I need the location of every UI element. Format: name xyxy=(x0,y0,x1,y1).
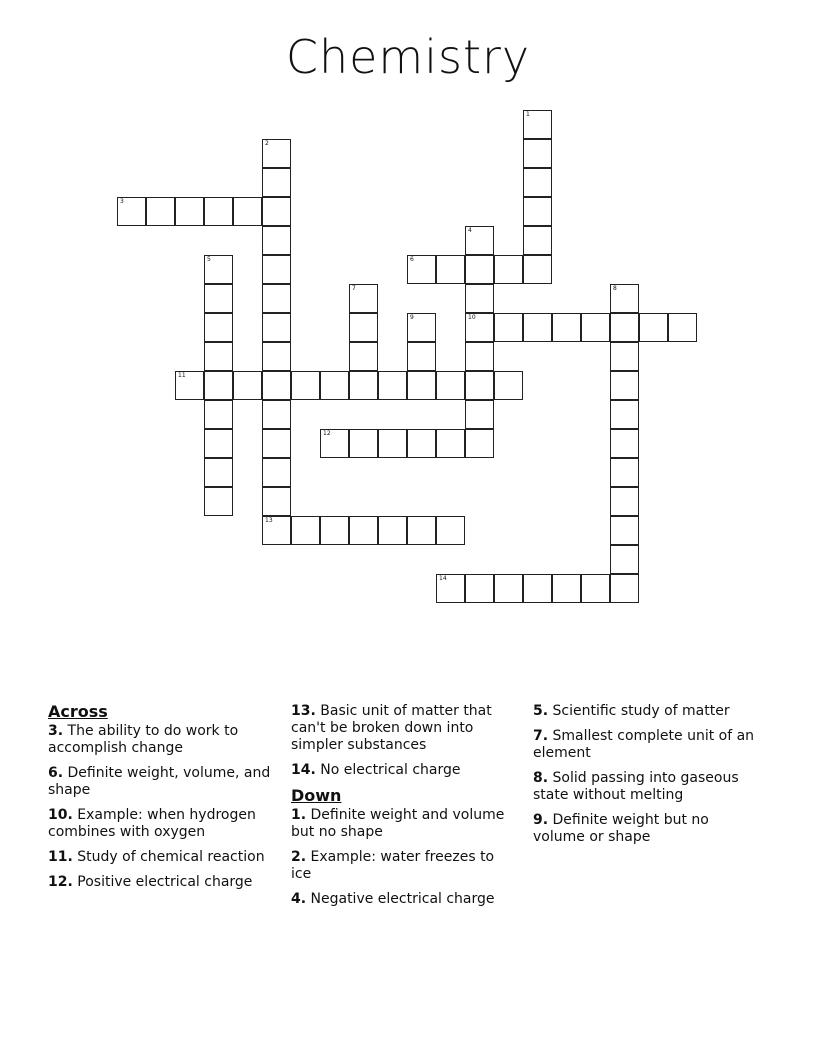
grid-cell[interactable] xyxy=(320,429,349,458)
grid-cell[interactable] xyxy=(262,516,291,545)
grid-cell[interactable] xyxy=(320,371,349,400)
grid-cell[interactable] xyxy=(262,487,291,516)
grid-cell[interactable] xyxy=(204,429,233,458)
grid-cell[interactable] xyxy=(320,516,349,545)
clues-column-3 xyxy=(533,703,758,854)
grid-cell[interactable] xyxy=(262,197,291,226)
grid-cell[interactable] xyxy=(262,400,291,429)
grid-cell[interactable] xyxy=(262,226,291,255)
grid-cell[interactable] xyxy=(465,255,494,284)
cell-number: 14 xyxy=(439,575,447,582)
grid-cell[interactable] xyxy=(465,371,494,400)
grid-cell[interactable] xyxy=(639,313,668,342)
clue-down-8 xyxy=(533,770,758,804)
grid-cell[interactable] xyxy=(204,487,233,516)
clue-across-14 xyxy=(291,762,516,779)
grid-cell[interactable] xyxy=(291,516,320,545)
clue-down-2 xyxy=(291,849,516,883)
grid-cell[interactable] xyxy=(204,197,233,226)
grid-cell[interactable] xyxy=(262,139,291,168)
grid-cell[interactable] xyxy=(233,197,262,226)
grid-cell[interactable] xyxy=(436,255,465,284)
grid-cell[interactable] xyxy=(610,400,639,429)
clue-number: 5. xyxy=(533,703,549,719)
cell-number: 2 xyxy=(265,140,269,147)
grid-cell[interactable] xyxy=(378,429,407,458)
grid-cell[interactable] xyxy=(204,255,233,284)
grid-cell[interactable] xyxy=(262,342,291,371)
across-header: Across xyxy=(48,702,108,721)
clues-column-1 xyxy=(48,703,273,899)
grid-cell[interactable] xyxy=(349,313,378,342)
clue-across-12 xyxy=(48,874,273,891)
grid-cell[interactable] xyxy=(349,516,378,545)
grid-cell[interactable] xyxy=(610,429,639,458)
grid-cell[interactable] xyxy=(610,574,639,603)
clue-number: 2. xyxy=(291,849,307,865)
grid-cell[interactable] xyxy=(610,516,639,545)
crossword-grid xyxy=(117,110,717,610)
cell-number: 6 xyxy=(410,256,414,263)
grid-cell[interactable] xyxy=(262,458,291,487)
clue-text: Solid passing into gaseous state without melting xyxy=(533,770,739,803)
grid-cell[interactable] xyxy=(494,313,523,342)
clue-text: Positive electrical charge xyxy=(77,874,253,890)
grid-cell[interactable] xyxy=(233,371,262,400)
cell-number: 13 xyxy=(265,517,273,524)
grid-cell[interactable] xyxy=(494,574,523,603)
clue-number: 1. xyxy=(291,807,307,823)
clue-across-11 xyxy=(48,849,273,866)
clue-number: 9. xyxy=(533,812,549,828)
clue-down-7 xyxy=(533,728,758,762)
grid-cell[interactable] xyxy=(523,313,552,342)
grid-cell[interactable] xyxy=(523,139,552,168)
cell-number: 12 xyxy=(323,430,331,437)
grid-cell[interactable] xyxy=(523,255,552,284)
cell-number: 4 xyxy=(468,227,472,234)
grid-cell[interactable] xyxy=(204,458,233,487)
grid-cell[interactable] xyxy=(465,400,494,429)
clue-text: The ability to do work to accomplish change xyxy=(48,723,239,756)
grid-cell[interactable] xyxy=(523,168,552,197)
grid-cell[interactable] xyxy=(407,342,436,371)
grid-cell[interactable] xyxy=(436,516,465,545)
grid-cell[interactable] xyxy=(262,429,291,458)
cell-number: 5 xyxy=(207,256,211,263)
clues-column-2 xyxy=(291,703,516,916)
cell-number: 3 xyxy=(120,198,124,205)
clue-down-1 xyxy=(291,807,516,841)
grid-cell[interactable] xyxy=(175,197,204,226)
grid-cell[interactable] xyxy=(465,284,494,313)
grid-cell[interactable] xyxy=(610,371,639,400)
grid-cell[interactable] xyxy=(407,371,436,400)
grid-cell[interactable] xyxy=(349,342,378,371)
clue-across-6 xyxy=(48,765,273,799)
clue-number: 11. xyxy=(48,849,73,865)
clue-text: Smallest complete unit of an element xyxy=(533,728,755,761)
grid-cell[interactable] xyxy=(465,342,494,371)
grid-cell[interactable] xyxy=(407,313,436,342)
grid-cell[interactable] xyxy=(262,313,291,342)
clue-down-5 xyxy=(533,703,758,720)
grid-cell[interactable] xyxy=(523,110,552,139)
grid-cell[interactable] xyxy=(407,255,436,284)
clue-down-4 xyxy=(291,891,516,908)
grid-cell[interactable] xyxy=(117,197,146,226)
clue-number: 6. xyxy=(48,765,64,781)
clue-text: No electrical charge xyxy=(320,762,461,778)
grid-cell[interactable] xyxy=(407,516,436,545)
down-header: Down xyxy=(291,786,342,805)
clue-text: Definite weight, volume, and shape xyxy=(48,765,271,798)
grid-cell[interactable] xyxy=(610,458,639,487)
grid-cell[interactable] xyxy=(262,255,291,284)
clue-number: 4. xyxy=(291,891,307,907)
clue-across-13 xyxy=(291,703,516,754)
clue-down-9 xyxy=(533,812,758,846)
clue-text: Definite weight and volume but no shape xyxy=(291,807,505,840)
grid-cell[interactable] xyxy=(465,226,494,255)
cell-number: 11 xyxy=(178,372,186,379)
grid-cell[interactable] xyxy=(610,284,639,313)
clue-text: Example: water freezes to ice xyxy=(291,849,495,882)
grid-cell[interactable] xyxy=(523,226,552,255)
puzzle-title: Chemistry xyxy=(285,30,531,84)
grid-cell[interactable] xyxy=(581,313,610,342)
cell-number: 1 xyxy=(526,111,530,118)
clue-number: 7. xyxy=(533,728,549,744)
grid-cell[interactable] xyxy=(610,545,639,574)
grid-cell[interactable] xyxy=(262,168,291,197)
clue-number: 14. xyxy=(291,762,316,778)
clue-text: Definite weight but no volume or shape xyxy=(533,812,709,845)
grid-cell[interactable] xyxy=(610,487,639,516)
clue-text: Scientific study of matter xyxy=(552,703,730,719)
grid-cell[interactable] xyxy=(407,429,436,458)
grid-cell[interactable] xyxy=(262,284,291,313)
clue-text: Example: when hydrogen combines with oxygen xyxy=(48,807,256,840)
grid-cell[interactable] xyxy=(349,284,378,313)
grid-cell[interactable] xyxy=(523,197,552,226)
grid-cell[interactable] xyxy=(494,255,523,284)
cell-number: 8 xyxy=(613,285,617,292)
grid-cell[interactable] xyxy=(668,313,697,342)
grid-cell[interactable] xyxy=(436,371,465,400)
grid-cell[interactable] xyxy=(349,429,378,458)
grid-cell[interactable] xyxy=(204,284,233,313)
grid-cell[interactable] xyxy=(465,429,494,458)
grid-cell[interactable] xyxy=(204,400,233,429)
grid-cell[interactable] xyxy=(581,574,610,603)
clue-across-10 xyxy=(48,807,273,841)
clue-number: 3. xyxy=(48,723,64,739)
grid-cell[interactable] xyxy=(552,313,581,342)
clue-number: 13. xyxy=(291,703,316,719)
grid-cell[interactable] xyxy=(262,371,291,400)
grid-cell[interactable] xyxy=(610,313,639,342)
clue-number: 12. xyxy=(48,874,73,890)
grid-cell[interactable] xyxy=(494,371,523,400)
grid-cell[interactable] xyxy=(523,574,552,603)
grid-cell[interactable] xyxy=(436,429,465,458)
grid-cell[interactable] xyxy=(378,371,407,400)
clue-number: 8. xyxy=(533,770,549,786)
cell-number: 7 xyxy=(352,285,356,292)
grid-cell[interactable] xyxy=(175,371,204,400)
clue-number: 10. xyxy=(48,807,73,823)
grid-cell[interactable] xyxy=(610,342,639,371)
clue-text: Study of chemical reaction xyxy=(77,849,265,865)
cell-number: 9 xyxy=(410,314,414,321)
grid-cell[interactable] xyxy=(465,574,494,603)
clue-text: Negative electrical charge xyxy=(310,891,495,907)
grid-cell[interactable] xyxy=(349,371,378,400)
grid-cell[interactable] xyxy=(552,574,581,603)
grid-cell[interactable] xyxy=(204,371,233,400)
grid-cell[interactable] xyxy=(436,574,465,603)
cell-number: 10 xyxy=(468,314,476,321)
grid-cell[interactable] xyxy=(204,313,233,342)
grid-cell[interactable] xyxy=(291,371,320,400)
grid-cell[interactable] xyxy=(378,516,407,545)
clue-text: Basic unit of matter that can't be broken down into simpler substances xyxy=(291,703,492,753)
grid-cell[interactable] xyxy=(204,342,233,371)
clue-across-3 xyxy=(48,723,273,757)
grid-cell[interactable] xyxy=(146,197,175,226)
grid-cell[interactable] xyxy=(465,313,494,342)
